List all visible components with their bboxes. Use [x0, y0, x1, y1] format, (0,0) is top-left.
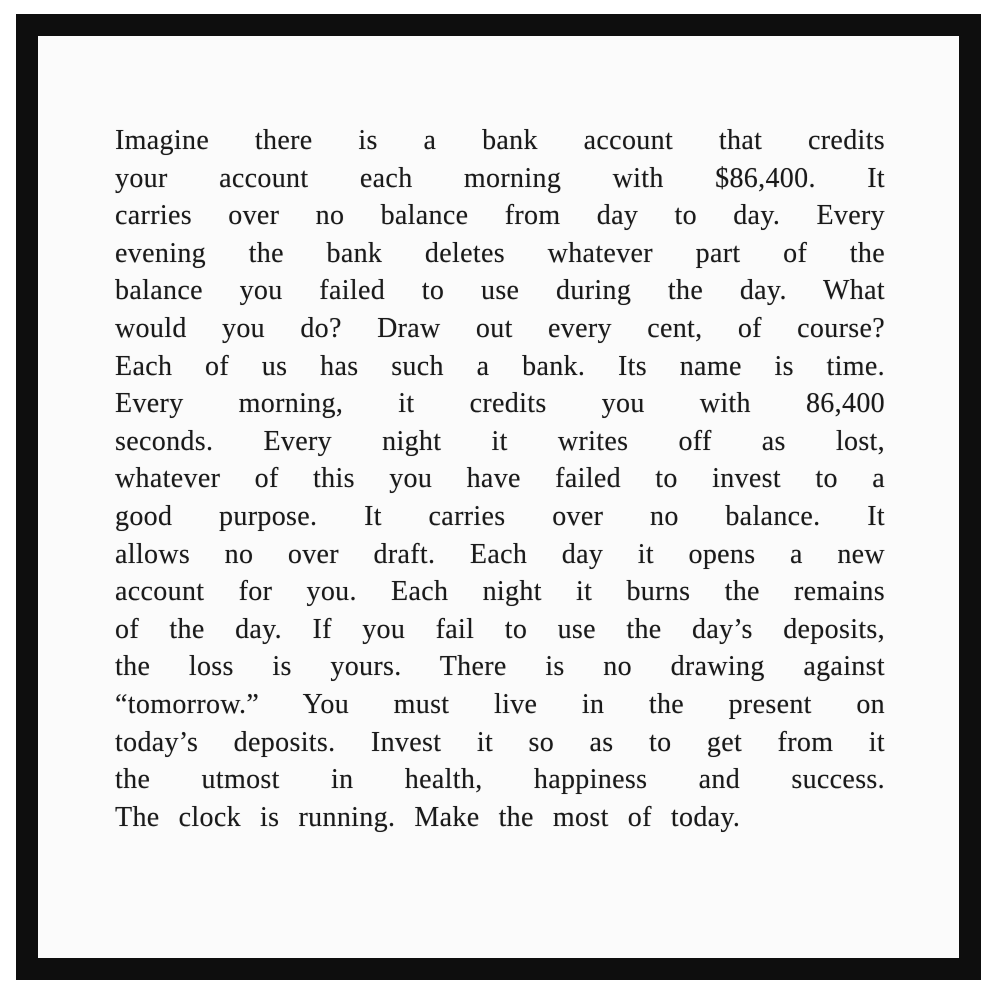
quote-line: today’s deposits. Invest it so as to get from it	[115, 726, 885, 758]
quote-line: Every morning, it credits you with 86,400	[115, 388, 885, 420]
quote-line: carries over no balance from day to day. Every	[115, 200, 885, 232]
quote-line: “tomorrow.” You must live in the present on	[115, 688, 885, 720]
quote-line: your account each morning with $86,400. It	[115, 162, 885, 194]
quote-line: the loss is yours. There is no drawing against	[115, 651, 885, 683]
quote-line: would you do? Draw out every cent, of course?	[115, 312, 885, 344]
quote-line: of the day. If you fail to use the day’s deposits,	[115, 613, 885, 645]
poster-frame	[16, 14, 981, 980]
quote-line: good purpose. It carries over no balance. It	[115, 500, 885, 532]
poster-page	[38, 36, 959, 958]
quote-line: whatever of this you have failed to invest to a	[115, 463, 885, 495]
quote-line: Imagine there is a bank account that credits	[115, 125, 885, 156]
quote-line: seconds. Every night it writes off as lost,	[115, 425, 885, 457]
quote-line: account for you. Each night it burns the remains	[115, 576, 885, 608]
quote-text	[115, 122, 885, 836]
quote-line: evening the bank deletes whatever part of the	[115, 237, 885, 269]
quote-line: The clock is running. Make the most of today.	[115, 801, 741, 833]
quote-line: allows no over draft. Each day it opens a new	[115, 538, 885, 570]
quote-line: the utmost in health, happiness and success.	[115, 764, 885, 796]
quote-line: balance you failed to use during the day. What	[115, 275, 885, 307]
quote-line: Each of us has such a bank. Its name is time.	[115, 350, 885, 382]
